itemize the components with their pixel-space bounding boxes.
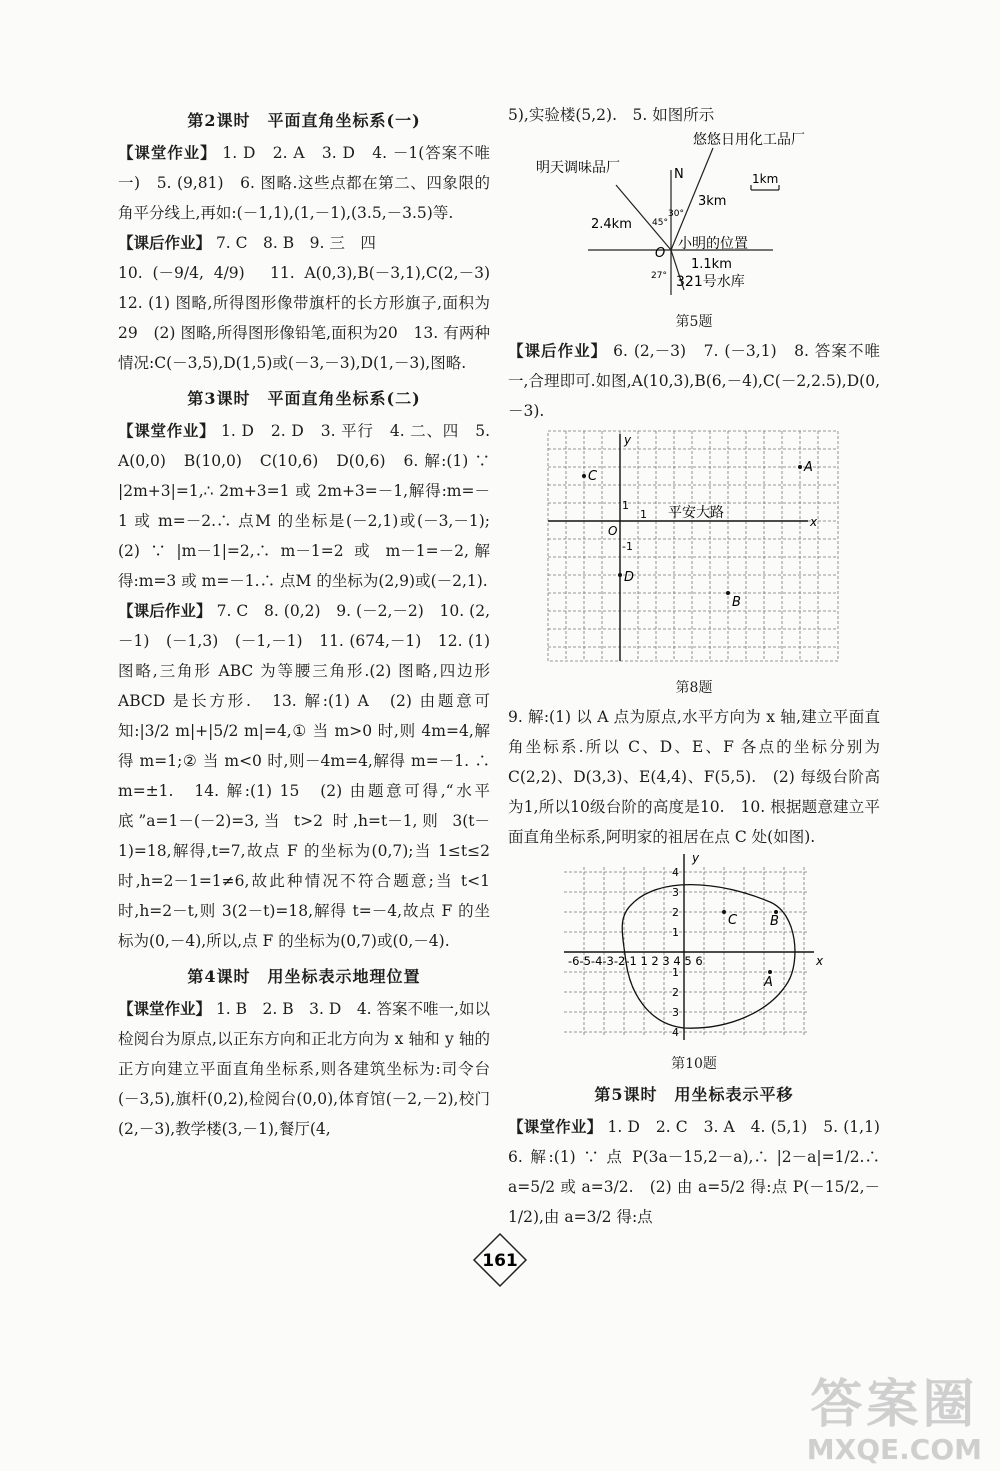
point-a-label: A — [804, 460, 813, 475]
one-x-label: 1 — [640, 508, 647, 521]
ang1-label: 30° — [668, 209, 684, 219]
x-axis-label: x — [810, 515, 818, 529]
ang3-label: 27° — [651, 271, 667, 281]
dist3-label: 1.1km — [691, 257, 732, 272]
origin-label: O — [655, 246, 666, 261]
factory1-label: 悠悠日用化工品厂 — [693, 132, 805, 148]
y-tick-neg2: 2 — [672, 986, 679, 999]
r-homework: 【课后作业】 6. (2,－3) 7. (－3,1) 8. 答案不唯一,合理即可.如图,A(10,3),B(6,－4),C(－2,2.5),D(0,－3). — [508, 341, 880, 420]
y-tick-3: 3 — [672, 886, 679, 899]
page-number: 161 — [482, 1251, 518, 1271]
point-b-label: B — [770, 914, 779, 929]
y-tick-neg4: 4 — [672, 1026, 679, 1039]
tag: 【课堂作业】 — [118, 999, 212, 1018]
left-column — [118, 100, 506, 1144]
ang2-label: 45° — [652, 218, 668, 228]
point-d-label: D — [624, 570, 635, 585]
reservoir-label: 321号水库 — [676, 274, 745, 290]
figure-8-grid — [508, 426, 880, 666]
figure-5-map — [508, 130, 880, 300]
y-axis-label: y — [624, 433, 632, 447]
road-label: 平安大路 — [668, 505, 724, 521]
y-axis-label: y — [692, 852, 700, 865]
s3-homework: 【课后作业】 7. C 8. (0,2) 9. (－2,－2) 10. (2,－1) (－1,3) (－1,－1) 11. (674,－1) 12. (1) 图略,三角形 ABC 为等腰三角形.(2) 图略,四边形 ABCD 是长方形. 13. 解:(1) A (2) 由题意可知:|3/2 m|+|5/2 m|=4,① 当 m>0 时,则 4m=4,解得 m=1;② 当 m<0 时,则－4m=4,解得 m=－1. ∴ m=±1. 14. 解:(1) 15 (2) 由题意可得,“水平底”a=1－(－2)=3,当 t>2 时,h=t－1,则 3(t－1)=18,解得,t=7,故点 F 的坐标为(0,7);当 1≤t≤2 时,h=2－1=1≠6,故此种情况不符合题意;当 t<1 时,h=2－t,则 3(2－t)=18,解得 t=－4,故点 F 的坐标为(0,－4),所以,点 F 的坐标为(0,7)或(0,－4). — [118, 601, 490, 950]
y-tick-2: 2 — [672, 906, 679, 919]
s2-homework-cont: 10. (－9/4, 4/9) 11. A(0,3),B(－3,1),C(2,－3) 12. (1) 图略,所得图形像带旗杆的长方形旗子,面积为29 (2) 图略,所得图形像铅笔,面积为20 13. 有两种情况:C(－3,5),D(1,5)或(－3,－3),D(1,－3),图略. — [118, 264, 506, 372]
r-problems-9-10: 9. 解:(1) 以 A 点为原点,水平方向为 x 轴,建立平面直角坐标系.所以 C、D、E、F 各点的坐标分别为 C(2,2)、D(3,3)、E(4,4)、F(5,5). (2) 每级台阶高为1,所以10级台阶的高度是10. 10. 根据题意建立平面直角坐标系,阿明家的祖居在点 C 处(如图). — [508, 708, 880, 846]
tag: 【课后作业】 — [118, 233, 212, 252]
r-intro: 5),实验楼(5,2). 5. 如图所示 — [508, 106, 715, 124]
origin-label: O — [608, 524, 618, 538]
section-title-4: 第4课时 用坐标表示地理位置 — [187, 967, 421, 986]
figure-10-caption: 第10题 — [671, 1056, 717, 1072]
dist1-label: 3km — [698, 194, 727, 209]
figure-8-caption: 第8题 — [675, 680, 713, 696]
point-c-label: C — [728, 913, 738, 928]
x-ticks: -6-5-4-3-2-1 1 2 3 4 5 6 — [568, 954, 703, 968]
tag: 【课堂作业】 — [118, 421, 216, 440]
s2-class-work: 【课堂作业】 1. D 2. A 3. D 4. －1(答案不唯一) 5. (9,81) 6. 图略.这些点都在第二、四象限的角平分线上,再如:(－1,1),(1,－1),(3.5,－3.5)等. — [118, 143, 490, 222]
grid-lines — [548, 431, 838, 661]
section-title-3: 第3课时 平面直角坐标系(二) — [187, 389, 421, 408]
y-tick-4: 4 — [672, 866, 679, 879]
dist2-label: 2.4km — [591, 217, 632, 232]
scale-label: 1km — [752, 172, 779, 186]
y-tick-neg1: 1 — [672, 966, 679, 979]
watermark-line1: 答案圈 — [810, 1375, 979, 1435]
tag: 【课后作业】 — [508, 341, 608, 360]
s5-class-work: 【课堂作业】 1. D 2. C 3. A 4. (5,1) 5. (1,1) 6. 解:(1) ∵ 点 P(3a－15,2－a),∴ |2－a|=1/2.∴ a=5/2 或 a=3/2. (2) 由 a=5/2 得:点 P(－15/2,－1/2),由 a=3/2 得:点 — [508, 1117, 896, 1226]
section-title-5: 第5课时 用坐标表示平移 — [594, 1085, 794, 1104]
point-c-label: C — [588, 469, 598, 484]
y-tick-neg3: 3 — [672, 1006, 679, 1019]
tag: 【课堂作业】 — [118, 143, 217, 162]
x-axis-label: x — [816, 954, 824, 968]
me-label: 小明的位置 — [678, 236, 748, 252]
point-b-label: B — [732, 595, 741, 610]
s2-homework: 【课后作业】 7. C 8. B 9. 三 四 — [118, 233, 376, 252]
neg1-label: -1 — [622, 540, 633, 553]
tag: 【课后作业】 — [118, 601, 212, 620]
north-label: N — [674, 167, 684, 182]
watermark — [807, 1375, 982, 1465]
page-number-badge — [472, 1232, 528, 1288]
point-a-label: A — [764, 975, 773, 990]
section-title-2: 第2课时 平面直角坐标系(一) — [187, 111, 421, 130]
s3-class-work: 【课堂作业】 1. D 2. D 3. 平行 4. 二、四 5. A(0,0) B(10,0) C(10,6) D(0,6) 6. 解:(1) ∵ |2m+3|=1,∴ 2m+3=1 或 2m+3=－1,解得:m=－1 或 m=－2.∴ 点M 的坐标是(－2,1)或(－3,－1);(2) ∵ |m－1|=2,∴ m－1=2 或 m－1=－2,解得:m=3 或 m=－1.∴ 点M 的坐标为(2,9)或(－2,1). — [118, 421, 490, 590]
right-column — [508, 100, 896, 1232]
tag: 【课堂作业】 — [508, 1117, 603, 1136]
one-y-label: 1 — [622, 499, 629, 512]
factory2-label: 明天调味品厂 — [536, 160, 620, 176]
figure-5-caption: 第5题 — [675, 314, 713, 330]
s4-class-work: 【课堂作业】 1. B 2. B 3. D 4. 答案不唯一,如以检阅台为原点,以正东方向和正北方向为 x 轴和 y 轴的正方向建立平面直角坐标系,则各建筑坐标为:司令台(－3,5),旗杆(0,2),检阅台(0,0),体育馆(－2,－2),校门(2,－3),教学楼(3,－1),餐厅(4, — [118, 999, 490, 1138]
watermark-line2: MXQE.COM — [806, 1433, 982, 1466]
y-tick-1: 1 — [672, 926, 679, 939]
figure-10-grid — [508, 852, 880, 1042]
